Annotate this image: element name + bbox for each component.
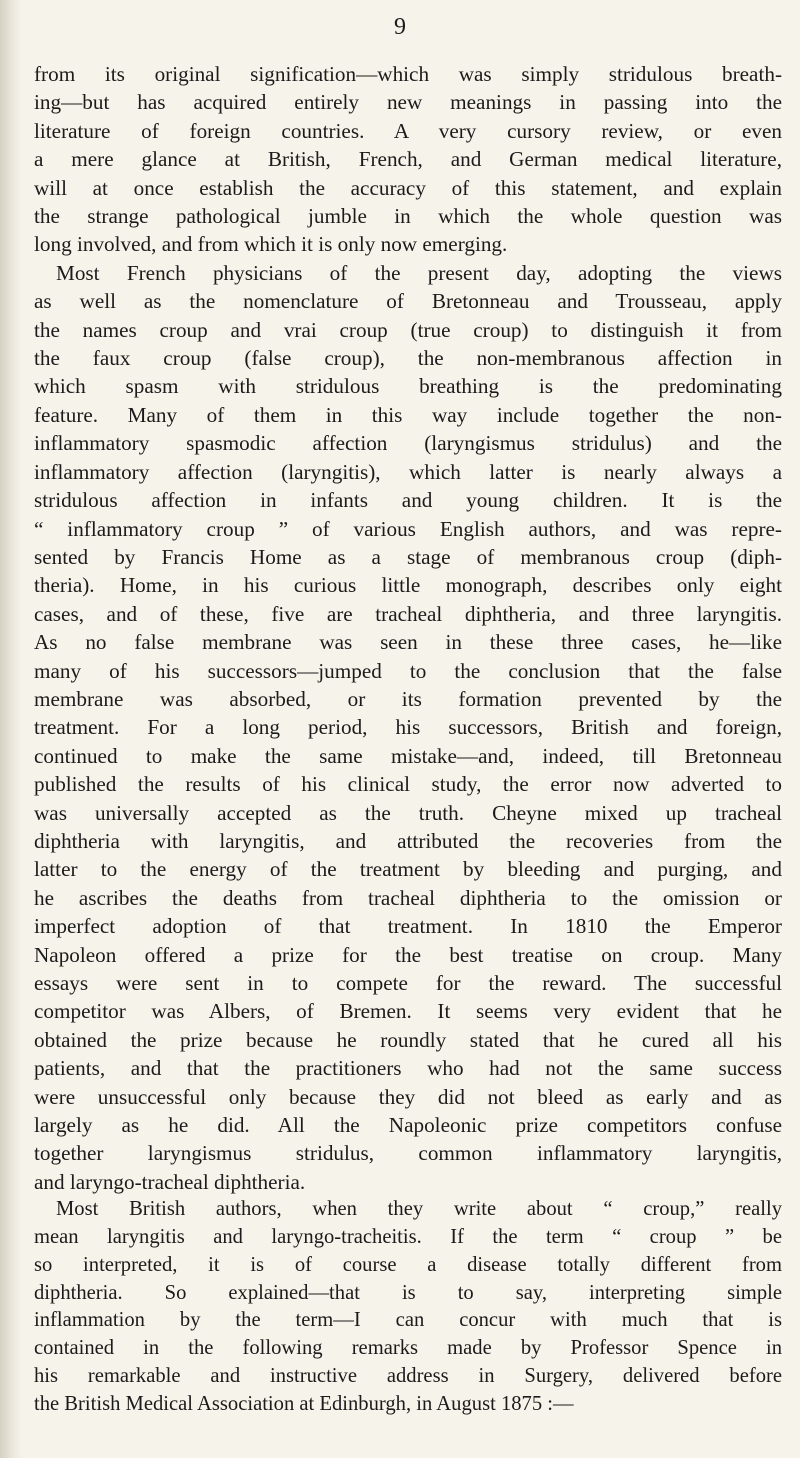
text-line: essays were sent in to compete for the reward. The successful bbox=[34, 971, 782, 995]
text-line: inflammatory spasmodic affection (laryngismus stridulus) and the bbox=[34, 431, 782, 456]
text-line: and laryngo-tracheal diphtheria. bbox=[34, 1169, 306, 1194]
text-line: a mere glance at British, French, and German medical literature, bbox=[34, 147, 782, 172]
text-line: the strange pathological jumble in which the whole question was bbox=[34, 204, 782, 229]
text-line: ing—but has acquired entirely new meanings in passing into the bbox=[34, 90, 782, 115]
text-line: Napoleon offered a prize for the best treatise on croup. Many bbox=[34, 942, 782, 967]
text-line: from its original signification—which was simply stridulous breath- bbox=[34, 62, 782, 86]
text-line: obtained the prize because he roundly stated that he cured all his bbox=[34, 1027, 782, 1052]
text-line: inflammatory affection (laryngitis), which latter is nearly always a bbox=[34, 459, 782, 484]
text-line: mean laryngitis and laryngo-tracheitis. If the term “ croup ” be bbox=[34, 1226, 782, 1249]
text-line: diphtheria. So explained—that is to say, interpreting simple bbox=[34, 1281, 782, 1304]
text-line: which spasm with stridulous breathing is the predominating bbox=[34, 374, 782, 399]
page-gutter-shadow bbox=[0, 0, 22, 1458]
text-line: the names croup and vrai croup (true croup) to distinguish it from bbox=[34, 317, 782, 342]
text-line: published the results of his clinical study, the error now adverted to bbox=[34, 772, 782, 797]
text-line: stridulous affection in infants and young children. It is the bbox=[34, 488, 782, 513]
page-body bbox=[34, 60, 782, 1419]
text-line: competitor was Albers, of Bremen. It seems very evident that he bbox=[34, 999, 782, 1024]
text-line: Most French physicians of the present day, adopting the views bbox=[56, 260, 782, 285]
text-line: feature. Many of them in this way include together the non- bbox=[34, 402, 782, 427]
text-line: the British Medical Association at Edinburgh, in August 1875 :— bbox=[34, 1392, 574, 1415]
text-line: continued to make the same mistake—and, indeed, till Bretonneau bbox=[34, 743, 782, 768]
text-line: many of his successors—jumped to the conclusion that the false bbox=[34, 658, 782, 683]
paragraph-3 bbox=[34, 1196, 782, 1418]
text-line: “ inflammatory croup ” of various English authors, and was repre- bbox=[34, 516, 782, 541]
text-line: will at once establish the accuracy of this statement, and explain bbox=[34, 175, 782, 200]
paragraph-2 bbox=[34, 259, 782, 1196]
text-line: his remarkable and instructive address in Surgery, delivered before bbox=[34, 1365, 782, 1388]
text-line: largely as he did. All the Napoleonic prize competitors confuse bbox=[34, 1113, 782, 1138]
text-line: membrane was absorbed, or its formation prevented by the bbox=[34, 686, 782, 711]
text-line: contained in the following remarks made by Professor Spence in bbox=[34, 1337, 782, 1360]
text-line: was universally accepted as the truth. Cheyne mixed up tracheal bbox=[34, 800, 782, 825]
text-line: diphtheria with laryngitis, and attributed the recoveries from the bbox=[34, 828, 782, 853]
text-line: latter to the energy of the treatment by bleeding and purging, and bbox=[34, 857, 782, 882]
text-line: long involved, and from which it is only now emerging. bbox=[34, 232, 508, 257]
text-line: cases, and of these, five are tracheal diphtheria, and three laryngitis. bbox=[34, 601, 782, 626]
text-line: patients, and that the practitioners who had not the same success bbox=[34, 1056, 782, 1081]
text-line: so interpreted, it is of course a disease totally different from bbox=[34, 1253, 782, 1276]
paragraph-1 bbox=[34, 60, 782, 259]
text-line: imperfect adoption of that treatment. In 1810 the Emperor bbox=[34, 914, 782, 939]
page-number: 9 bbox=[394, 14, 406, 40]
text-line: were unsuccessful only because they did not bleed as early and as bbox=[34, 1084, 782, 1109]
text-line: as well as the nomenclature of Bretonneau and Trousseau, apply bbox=[34, 289, 782, 314]
text-line: literature of foreign countries. A very cursory review, or even bbox=[34, 118, 782, 143]
text-line: he ascribes the deaths from tracheal diphtheria to the omission or bbox=[34, 885, 782, 910]
text-line: treatment. For a long period, his successors, British and foreign, bbox=[34, 715, 782, 740]
text-line: As no false membrane was seen in these three cases, he—like bbox=[34, 630, 782, 655]
text-line: theria). Home, in his curious little monograph, describes only eight bbox=[34, 573, 782, 598]
text-line: sented by Francis Home as a stage of membranous croup (diph- bbox=[34, 544, 782, 569]
text-line: together laryngismus stridulus, common inflammatory laryngitis, bbox=[34, 1141, 782, 1166]
text-line: the faux croup (false croup), the non-membranous affection in bbox=[34, 346, 782, 371]
text-line: inflammation by the term—I can concur with much that is bbox=[34, 1309, 782, 1332]
text-line: Most British authors, when they write about “ croup,” really bbox=[56, 1198, 782, 1221]
